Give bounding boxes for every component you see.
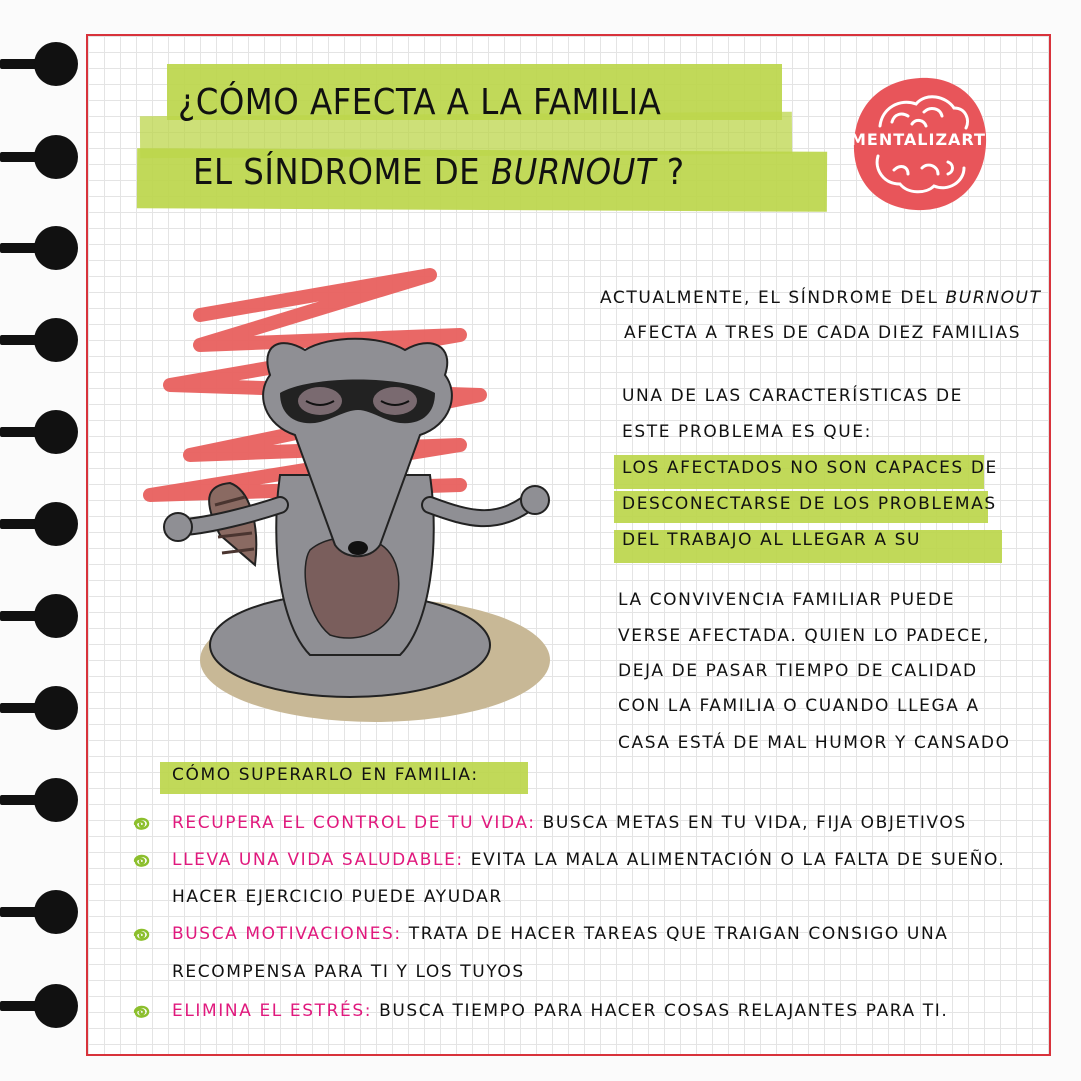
- coexistence-line3: DEJA DE PASAR TIEMPO DE CALIDAD: [618, 661, 978, 681]
- notebook-ring-icon: [0, 984, 78, 1028]
- notebook-ring-icon: [0, 135, 78, 179]
- coexistence-line1: LA CONVIVENCIA FAMILIAR PUEDE: [618, 590, 956, 610]
- section-title: CÓMO SUPERARLO EN FAMILIA:: [172, 765, 479, 785]
- green-scribble-icon: [132, 1003, 152, 1021]
- notebook-ring-icon: [0, 42, 78, 86]
- notebook-ring-icon: [0, 318, 78, 362]
- intro-line1: ACTUALMENTE, EL SÍNDROME DEL BURNOUT: [600, 288, 1042, 308]
- burnout-italic: BURNOUT: [490, 152, 657, 193]
- tip-2: LLEVA UNA VIDA SALUDABLE: EVITA LA MALA ALIMENTACIÓN O LA FALTA DE SUEÑO.: [172, 850, 1006, 870]
- racoon-illustration: [130, 265, 570, 735]
- green-scribble-icon: [132, 926, 152, 944]
- notebook-ring-icon: [0, 778, 78, 822]
- notebook-ring-icon: [0, 594, 78, 638]
- characteristic-line2: ESTE PROBLEMA ES QUE:: [622, 422, 872, 442]
- green-scribble-icon: [132, 852, 152, 870]
- tip-4-title: ELIMINA EL ESTRÉS:: [172, 1001, 373, 1021]
- page-title-line2: EL SÍNDROME DE BURNOUT ?: [193, 152, 685, 193]
- tip-2-continued: HACER EJERCICIO PUEDE AYUDAR: [172, 887, 503, 907]
- coexistence-line4: CON LA FAMILIA O CUANDO LLEGA A: [618, 696, 980, 716]
- tip-2-title: LLEVA UNA VIDA SALUDABLE:: [172, 850, 464, 870]
- characteristic-line1: UNA DE LAS CARACTERÍSTICAS DE: [622, 386, 964, 406]
- highlight-line3: DEL TRABAJO AL LLEGAR A SU: [622, 530, 922, 550]
- notebook-ring-icon: [0, 226, 78, 270]
- tip-1: RECUPERA EL CONTROL DE TU VIDA: BUSCA METAS EN TU VIDA, FIJA OBJETIVOS: [172, 813, 967, 833]
- tip-1-title: RECUPERA EL CONTROL DE TU VIDA:: [172, 813, 536, 833]
- tip-3: BUSCA MOTIVACIONES: TRATA DE HACER TAREAS QUE TRAIGAN CONSIGO UNA: [172, 924, 949, 944]
- tip-4: ELIMINA EL ESTRÉS: BUSCA TIEMPO PARA HACER COSAS RELAJANTES PARA TI.: [172, 1001, 949, 1021]
- intro-line2: AFECTA A TRES DE CADA DIEZ FAMILIAS: [624, 323, 1022, 343]
- tip-3-continued: RECOMPENSA PARA TI Y LOS TUYOS: [172, 962, 525, 982]
- coexistence-line2: VERSE AFECTADA. QUIEN LO PADECE,: [618, 626, 990, 646]
- notebook-ring-icon: [0, 686, 78, 730]
- coexistence-line5: CASA ESTÁ DE MAL HUMOR Y CANSADO: [618, 733, 1011, 753]
- notebook-ring-icon: [0, 502, 78, 546]
- page-title-line1: ¿CÓMO AFECTA A LA FAMILIA: [178, 82, 662, 123]
- logo-text: MENTALIZARTE: [850, 130, 998, 149]
- notebook-ring-icon: [0, 410, 78, 454]
- green-scribble-icon: [132, 815, 152, 833]
- notebook-ring-icon: [0, 890, 78, 934]
- highlight-line2: DESCONECTARSE DE LOS PROBLEMAS: [622, 494, 997, 514]
- highlight-line1: LOS AFECTADOS NO SON CAPACES DE: [622, 458, 998, 478]
- tip-3-title: BUSCA MOTIVACIONES:: [172, 924, 402, 944]
